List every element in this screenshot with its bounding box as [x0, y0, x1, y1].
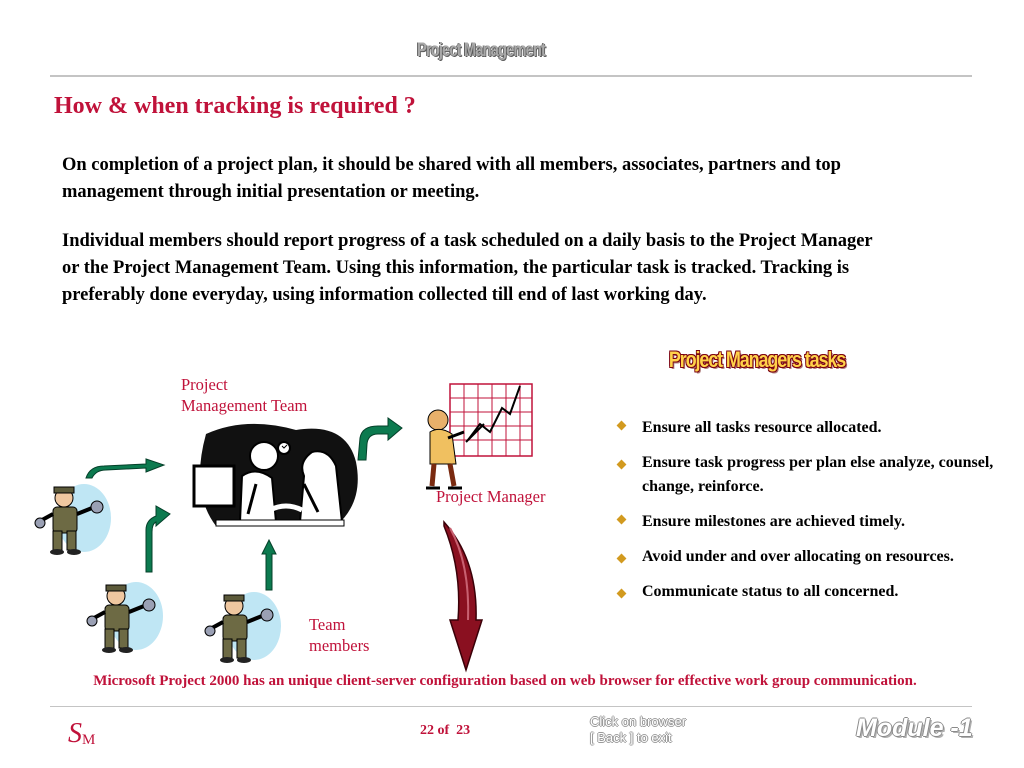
diamond-bullet-icon: [617, 421, 627, 431]
team-member-illustration-1: [34, 476, 116, 556]
task-item-text: Ensure milestones are achieved timely.: [642, 513, 905, 530]
task-item: [618, 545, 998, 569]
diamond-bullet-icon: [617, 554, 627, 564]
task-item: [618, 510, 998, 534]
diamond-bullet-icon: [617, 589, 627, 599]
diamond-bullet-icon: [617, 460, 627, 470]
footer-note: Microsoft Project 2000 has an unique client-server configuration based on web browser for effective work group communication.: [93, 673, 917, 689]
arrow-up-icon: [262, 540, 276, 590]
module-label: Module -1: [856, 714, 973, 742]
task-item-text: Avoid under and over allocating on resources.: [642, 548, 954, 565]
management-team-illustration: [186, 422, 366, 534]
logo-letter-s: S: [68, 718, 82, 749]
intro-paragraph: On completion of a project plan, it should be shared with all members, associates, partners and top management through initial presentation or meeting.: [62, 155, 841, 202]
task-item-text: Ensure task progress per plan else analyze, counsel, change, reinforce.: [642, 454, 994, 495]
diamond-bullet-icon: [617, 515, 627, 525]
tasks-list: [618, 416, 998, 615]
task-item: [618, 416, 998, 440]
pmt-label-line1: Project: [181, 375, 228, 394]
team-member-illustration-3: [204, 584, 286, 664]
exit-hint-line2: [ Back ] to exit: [590, 730, 672, 745]
tm-label-line2: members: [309, 636, 370, 655]
tm-label-line1: Team: [309, 615, 346, 634]
arrow-down-return-icon: [440, 520, 484, 672]
tasks-heading: Project Managers tasks: [668, 347, 846, 372]
tracking-paragraph: Individual members should report progress of a task scheduled on a daily basis to the Project Manager or the Project Management Team. Using this information, the particular task is tracked. Tracking is preferably done everyday, using information collected till end of last working day.: [62, 231, 873, 305]
arrow-up-curved-icon: [142, 500, 172, 574]
company-logo: [68, 718, 95, 750]
team-members-label: [309, 614, 369, 656]
task-item-text: Communicate status to all concerned.: [642, 583, 899, 600]
project-manager-illustration: [424, 380, 536, 490]
project-manager-label: Project Manager: [436, 487, 546, 506]
task-item: [618, 580, 998, 604]
arrow-right-icon: [84, 458, 166, 482]
footer-divider: [50, 706, 972, 707]
exit-hint: [590, 714, 686, 746]
project-management-team-label: [181, 374, 307, 416]
task-item-text: Ensure all tasks resource allocated.: [642, 419, 882, 436]
header-divider: [50, 75, 972, 77]
team-member-illustration-2: [86, 574, 168, 654]
task-item: [618, 451, 998, 499]
pmt-label-line2: Management Team: [181, 396, 308, 415]
header-title: Project Management: [416, 40, 546, 61]
exit-hint-line1: Click on browser: [590, 714, 687, 729]
logo-letter-m: M: [82, 732, 96, 748]
slide-title: How & when tracking is required ?: [54, 93, 416, 119]
page-number: 22 of 23: [420, 723, 471, 738]
